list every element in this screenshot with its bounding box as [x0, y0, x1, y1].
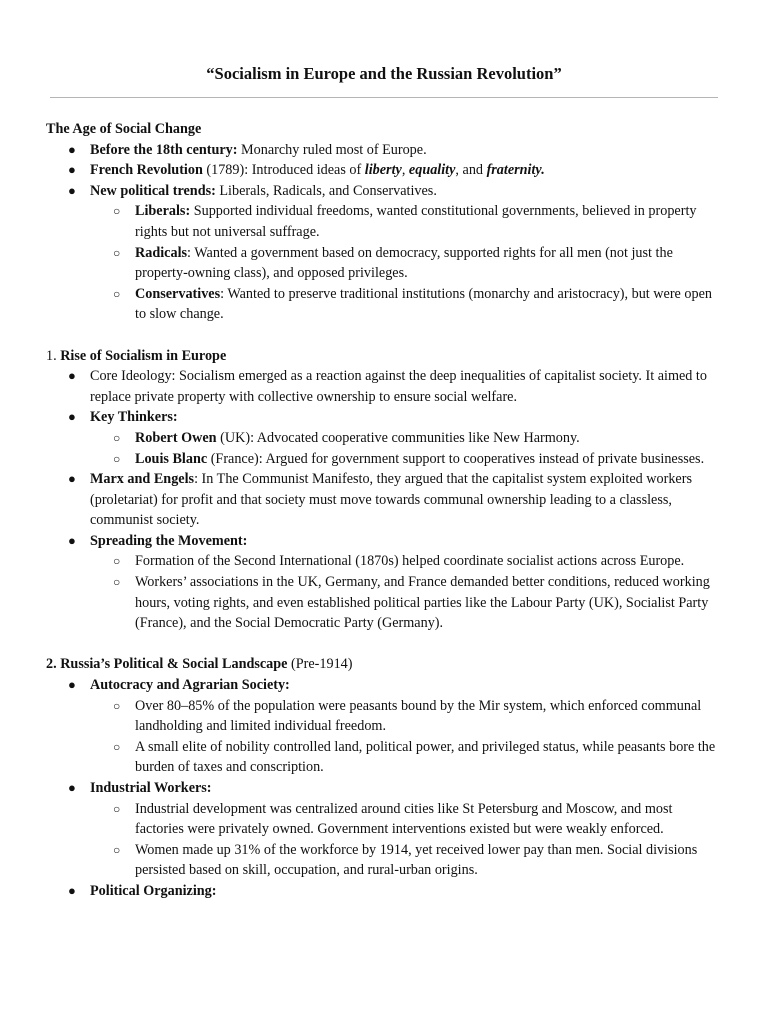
sub-list-item — [46, 428, 724, 449]
document-title: “Socialism in Europe and the Russian Revolution” — [206, 64, 562, 83]
bullet-dot: ● — [68, 141, 76, 157]
item-text: Formation of the Second International (1870s) helped coordinate socialist actions across Europe. — [135, 553, 685, 570]
section-number: 2. — [46, 656, 57, 673]
item-label: Industrial Workers: — [90, 780, 212, 796]
item-label: Robert Owen — [135, 429, 217, 446]
item-label: Conservatives — [135, 285, 221, 302]
sub-list-item — [46, 572, 724, 634]
item-label: Radicals — [135, 244, 188, 261]
item-label: Liberals: — [135, 203, 191, 220]
sub-list-item — [46, 840, 724, 881]
document-body — [46, 119, 724, 902]
item-text: A small elite of nobility controlled land, political power, and privileged status, while peasants bore the burden of taxes and conscription. — [135, 738, 716, 776]
list-item — [46, 531, 724, 552]
section-title-extra: (Pre-1914) — [287, 656, 353, 673]
bullet-circle: ○ — [113, 554, 121, 569]
list-item — [46, 140, 724, 161]
separator: , and — [455, 162, 487, 179]
bullet-dot: ● — [68, 162, 76, 178]
title-divider — [50, 97, 718, 98]
list-item — [46, 469, 724, 531]
item-text: Supported individual freedoms, wanted constitutional governments, believed in property rights but not universal suffrage. — [135, 203, 697, 240]
item-label: Political Organizing: — [90, 882, 217, 899]
sub-list-item — [46, 551, 724, 572]
bullet-dot: ● — [68, 409, 76, 425]
sub-bullet-list — [46, 551, 724, 633]
bullet-list — [46, 140, 724, 202]
sub-bullet-list — [46, 201, 724, 325]
item-text: Liberals, Radicals, and Conservatives. — [215, 182, 437, 199]
item-text: Monarchy ruled most of Europe. — [237, 141, 427, 158]
item-label: New political trends: — [90, 182, 216, 199]
item-label: Spreading the Movement: — [90, 532, 248, 549]
item-text: : In The Communist Manifesto, they argued that the capitalist system exploited workers (proletariat) for profit and that society must move towards communal ownership leading to a classless, communist society. — [90, 471, 692, 529]
bullet-dot: ● — [68, 532, 76, 548]
section-title: Russia’s Political & Social Landscape — [60, 656, 288, 673]
section-title: Rise of Socialism in Europe — [60, 347, 227, 364]
list-item — [46, 881, 724, 902]
list-item — [46, 181, 724, 202]
item-text: Workers’ associations in the UK, Germany, and France demanded better conditions, reduced working hours, voting rights, and even established political parties like the Labour Party (UK), Socialist Party (France), and the Social Democratic Party (Germany). — [135, 574, 710, 632]
bullet-list — [46, 675, 724, 696]
emphasis-equality: equality — [408, 162, 456, 179]
bullet-dot: ● — [68, 780, 76, 795]
bullet-circle: ○ — [113, 739, 121, 754]
item-text: (France): Argued for government support to cooperatives instead of private businesses. — [207, 450, 705, 467]
item-text: : Wanted a government based on democracy, supported rights for all men (not just the property-owning class), and opposed privileges. — [135, 244, 673, 282]
list-item — [46, 407, 724, 428]
section-heading-russia-landscape — [46, 654, 724, 675]
bullet-list — [46, 881, 724, 902]
bullet-dot: ● — [68, 182, 76, 198]
item-text: Industrial development was centralized around cities like St Petersburg and Moscow, and most factories were privately owned. Government interventions existed but were weakly enforced. — [135, 800, 673, 838]
list-item — [46, 675, 724, 696]
sub-bullet-list — [46, 799, 724, 881]
bullet-circle: ○ — [113, 801, 121, 816]
bullet-list — [46, 778, 724, 799]
item-text: (1789): Introduced ideas of — [202, 162, 365, 179]
bullet-circle: ○ — [113, 451, 121, 466]
item-label: Marx and Engels — [90, 471, 195, 488]
bullet-circle: ○ — [113, 430, 121, 445]
bullet-circle: ○ — [113, 575, 121, 590]
item-text: : Wanted to preserve traditional institutions (monarchy and aristocracy), but were open to slow change. — [135, 285, 712, 323]
emphasis-liberty: liberty — [364, 162, 402, 179]
sub-list-item — [46, 696, 724, 737]
sub-list-item — [46, 737, 724, 778]
item-text: Over 80–85% of the population were peasants bound by the Mir system, which enforced communal landholding and limited individual freedom. — [135, 697, 702, 735]
item-label: Before the 18th century: — [90, 141, 238, 158]
item-label: Key Thinkers: — [90, 409, 178, 426]
section-heading-rise-of-socialism — [46, 346, 724, 367]
bullet-circle: ○ — [113, 286, 121, 301]
emphasis-fraternity: fraternity. — [486, 162, 545, 179]
sub-list-item — [46, 284, 724, 325]
bullet-dot: ● — [68, 471, 76, 487]
bullet-circle: ○ — [113, 204, 121, 219]
bullet-dot: ● — [68, 677, 76, 693]
bullet-dot: ● — [68, 882, 76, 898]
bullet-list — [46, 366, 724, 428]
list-item — [46, 160, 724, 181]
separator: , — [401, 162, 409, 179]
list-item — [46, 778, 724, 799]
sub-list-item — [46, 201, 724, 242]
item-text: (UK): Advocated cooperative communities like New Harmony. — [216, 429, 580, 446]
bullet-circle: ○ — [113, 842, 121, 857]
bullet-list — [46, 469, 724, 551]
list-item — [46, 366, 724, 407]
sub-bullet-list — [46, 428, 724, 469]
bullet-dot: ● — [68, 368, 76, 384]
sub-list-item — [46, 449, 724, 470]
sub-list-item — [46, 799, 724, 840]
section-heading-social-change: The Age of Social Change — [46, 121, 202, 137]
bullet-circle: ○ — [113, 698, 121, 713]
sub-list-item — [46, 243, 724, 284]
item-text: Core Ideology: Socialism emerged as a reaction against the deep inequalities of capitalist society. It aimed to replace private property with collective ownership to ensure social welfare. — [90, 368, 707, 405]
item-text: Women made up 31% of the workforce by 1914, yet received lower pay than men. Social divisions persisted based on skill, occupation, and rural-urban origins. — [135, 841, 698, 879]
sub-bullet-list — [46, 696, 724, 778]
item-label: Louis Blanc — [135, 450, 208, 467]
item-label: Autocracy and Agrarian Society: — [90, 677, 290, 694]
section-spacer — [46, 325, 724, 346]
section-number: 1. — [46, 347, 57, 364]
bullet-circle: ○ — [113, 245, 121, 260]
item-label: French Revolution — [90, 162, 203, 179]
section-spacer — [46, 634, 724, 655]
